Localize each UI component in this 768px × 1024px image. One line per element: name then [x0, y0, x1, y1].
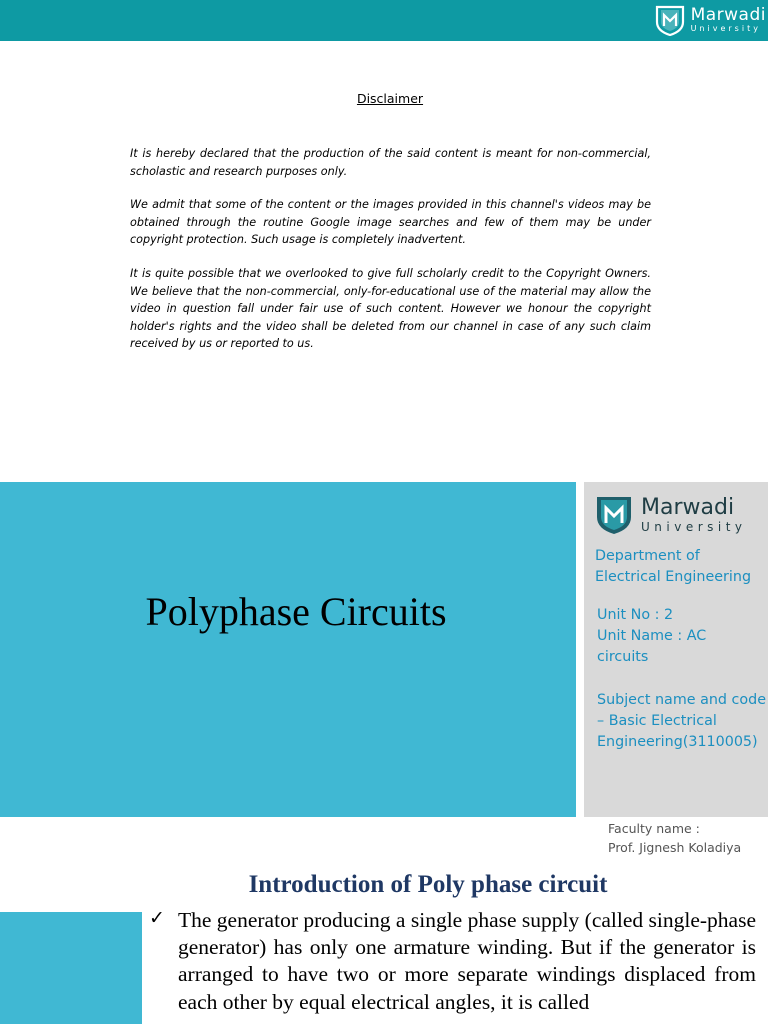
- shield-logo-icon: [655, 4, 685, 36]
- disclaimer-paragraph-3: It is quite possible that we overlooked to give full scholarly credit to the Copyright Owners. We believe that the non-commercial, only-for-educational use of the material may allow the video in question fall under fair use of such content. However we honour the copyright holder's rights and the video shall be deleted from our channel in case of any such claim received by us or reported to us.: [130, 267, 651, 350]
- brand-subname-large: University: [641, 520, 747, 534]
- disclaimer-heading: Disclaimer: [356, 91, 424, 106]
- unit-name-text: Unit Name : AC circuits: [597, 628, 707, 665]
- intro-bullet-text: The generator producing a single phase supply (called single-phase generator) has only one armature winding. But if the generator is arranged to have two or more separate windings displaced from each other by equal electrical angles, it is called: [178, 908, 756, 1014]
- unit-number-text: Unit No : 2: [597, 607, 674, 623]
- disclaimer-paragraph-2: We admit that some of the content or the images provided in this channel's videos may be obtained through the routine Google image searches and few of them may be under copyright protection. Such usage is completely inadvertent.: [130, 198, 651, 246]
- slide-title: Polyphase Circuits: [145, 589, 447, 634]
- faculty-name: Prof. Jignesh Koladiya: [608, 840, 742, 855]
- disclaimer-slide: [0, 0, 768, 468]
- faculty-label: Faculty name :: [608, 821, 700, 836]
- faculty-info: [608, 819, 741, 857]
- checkmark-icon: ✓: [149, 907, 165, 929]
- department-text: Department of Electrical Engineering: [595, 548, 752, 585]
- intro-heading: Introduction of Poly phase circuit: [248, 871, 608, 898]
- shield-logo-icon: [595, 494, 633, 536]
- brand-name: Marwadi: [690, 5, 766, 25]
- university-logo-large: [595, 494, 747, 536]
- disclaimer-paragraph-1: It is hereby declared that the production of the said content is meant for non-commercial, scholastic and research purposes only.: [130, 147, 651, 178]
- accent-bar: [0, 912, 142, 1024]
- brand-subname: University: [690, 24, 761, 33]
- top-banner: [0, 0, 768, 41]
- subject-text: Subject name and code – Basic Electrical Engineering(3110005): [597, 692, 767, 750]
- brand-name-large: Marwadi: [641, 495, 735, 520]
- title-panel: [0, 482, 576, 817]
- university-logo: [655, 4, 766, 36]
